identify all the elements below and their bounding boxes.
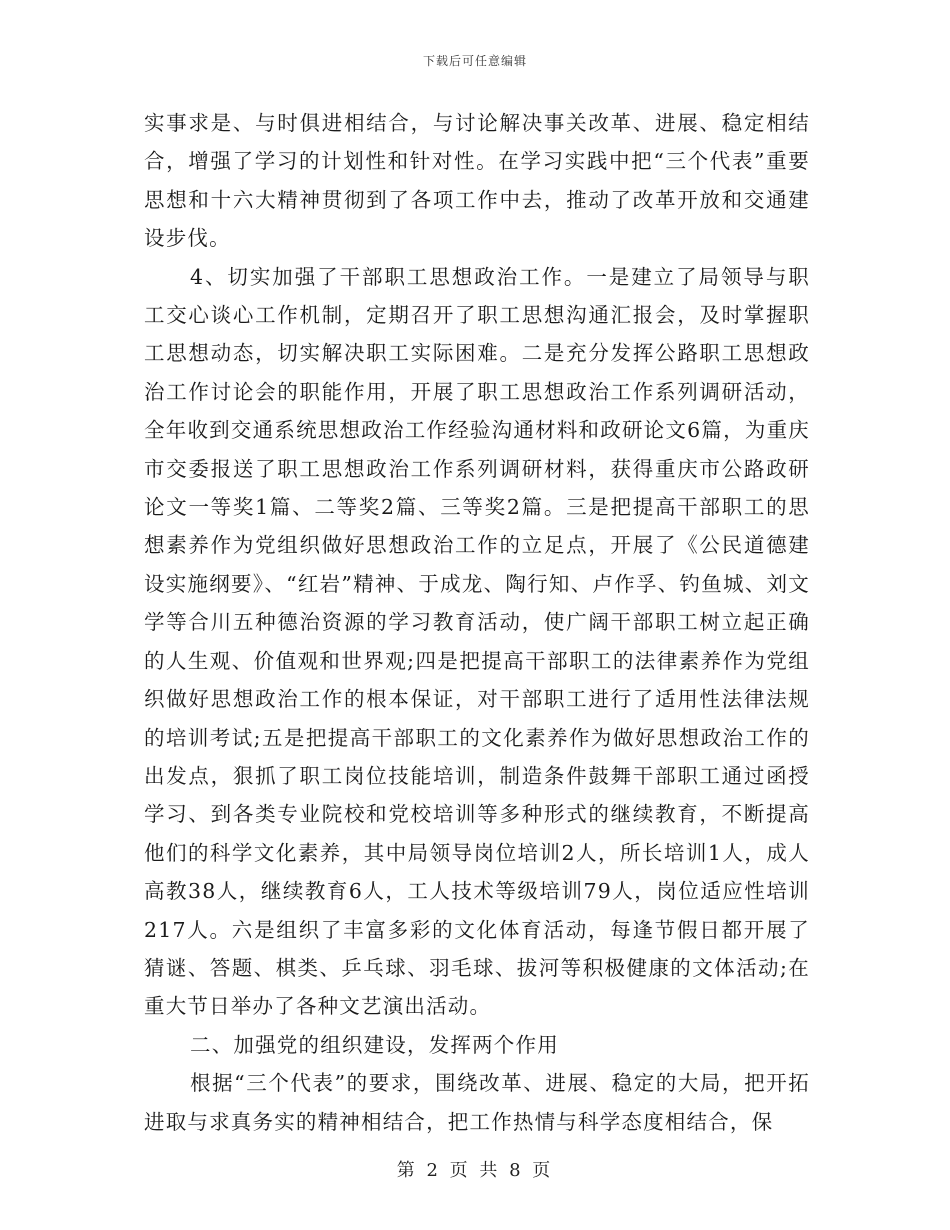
document-body [144, 104, 810, 1141]
paragraph-section-4: 4、切实加强了干部职工思想政治工作。一是建立了局领导与职工交心谈心工作机制，定期召开了职工思想沟通汇报会，及时掌握职工思想动态，切实解决职工实际困难。二是充分发挥公路职工思想政治工作讨论会的职能作用，开展了职工思想政治工作系列调研活动，全年收到交通系统思想政治工作经验沟通材料和政研论文6篇，为重庆市交委报送了职工思想政治工作系列调研材料，获得重庆市公路政研论文一等奖1篇、二等奖2篇、三等奖2篇。三是把提高干部职工的思想素养作为党组织做好思想政治工作的立足点，开展了《公民道德建设实施纲要》、“红岩”精神、于成龙、陶行知、卢作孚、钓鱼城、刘文学等合川五种德治资源的学习教育活动，使广阔干部职工树立起正确的人生观、价值观和世界观;四是把提高干部职工的法律素养作为党组织做好思想政治工作的根本保证，对干部职工进行了适用性法律法规的培训考试;五是把提高干部职工的文化素养作为做好思想政治工作的出发点，狠抓了职工岗位技能培训，制造条件鼓舞干部职工通过函授学习、到各类专业院校和党校培训等多种形式的继续教育，不断提高他们的科学文化素养，其中局领导岗位培训2人，所长培训1人，成人高教38人，继续教育6人，工人技术等级培训79人，岗位适应性培训217人。六是组织了丰富多彩的文化体育活动，每逢节假日都开展了猜谜、答题、棋类、乒乓球、羽毛球、拔河等积极健康的文体活动;在重大节日举办了各种文艺演出活动。 [144, 264, 810, 1019]
page-number: 第 2 页 共 8 页 [396, 1160, 554, 1181]
section-heading: 二、加强党的组织建设，发挥两个作用 [190, 1032, 559, 1057]
paragraph-section-2-intro: 根据“三个代表”的要求，围绕改革、进展、稳定的大局，把开拓进取与求真务实的精神相结合，把工作热情与科学态度相结合，保 [144, 1071, 810, 1134]
page-header: 下载后可任意编辑 [422, 54, 527, 68]
paragraph-continuation: 实事求是、与时俱进相结合，与讨论解决事关改革、进展、稳定相结合，增强了学习的计划性和针对性。在学习实践中把“三个代表”重要思想和十六大精神贯彻到了各项工作中去，推动了改革开放和交通建设步伐。 [144, 111, 810, 251]
